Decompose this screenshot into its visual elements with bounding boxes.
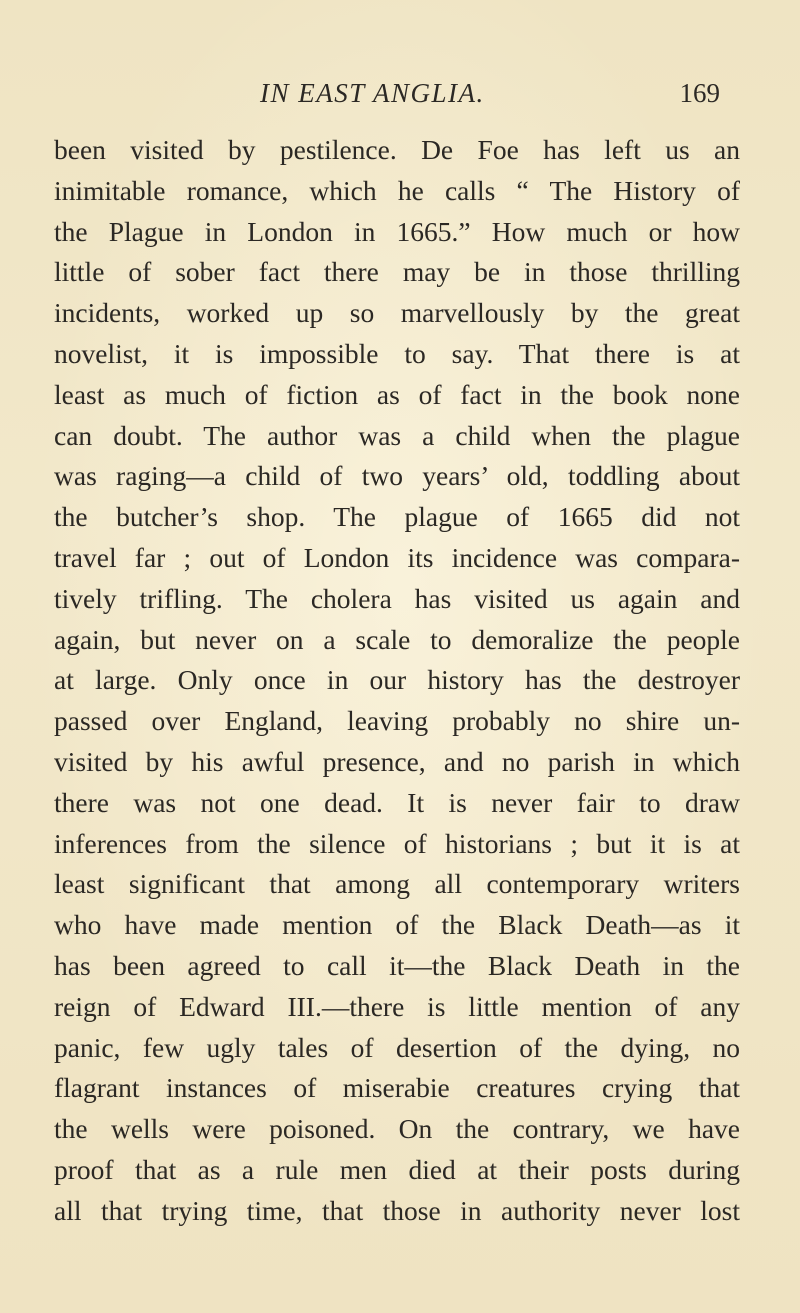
text-line: little of sober fact there may be in those thrilling [54,256,740,288]
text-line: tively trifling. The cholera has visited us again and [54,582,740,614]
running-head [150,78,720,118]
text-line: has been agreed to call it—the Black Death in the [54,949,740,981]
text-line: all that trying time, that those in authority never lost [54,1194,740,1226]
text-line: panic, few ugly tales of desertion of the dying, no [54,1031,740,1063]
text-line: reign of Edward III.—there is little mention of any [54,990,740,1022]
text-line: was raging—a child of two years’ old, toddling about [54,460,740,492]
running-title: IN EAST ANGLIA. [260,78,485,108]
page-number: 169 [679,78,720,108]
text-line: flagrant instances of miserabie creatures crying that [54,1072,740,1104]
text-line: incidents, worked up so marvellously by the great [54,297,740,329]
text-line: travel far ; out of London its incidence was compara- [54,541,740,573]
text-line: the butcher’s shop. The plague of 1665 did not [54,501,740,533]
text-line: inimitable romance, which he calls “ The History of [54,174,740,206]
text-line: inferences from the silence of historians ; but it is at [54,827,740,859]
text-line: can doubt. The author was a child when the plague [54,419,740,451]
text-line: been visited by pestilence. De Foe has left us an [54,134,740,165]
text-line: least significant that among all contemporary writers [54,868,740,900]
text-line: there was not one dead. It is never fair to draw [54,786,740,818]
text-line: visited by his awful presence, and no parish in which [54,745,740,777]
text-line: the Plague in London in 1665.” How much or how [54,215,740,247]
text-line: who have made mention of the Black Death—as it [54,909,740,941]
text-line: proof that as a rule men died at their posts during [54,1153,740,1185]
text-line: novelist, it is impossible to say. That there is at [54,337,740,369]
text-line: again, but never on a scale to demoralize the people [54,623,740,655]
text-line: at large. Only once in our history has the destroyer [54,664,740,696]
body-text [54,130,740,1232]
text-line: the wells were poisoned. On the contrary, we have [54,1113,740,1145]
text-line: passed over England, leaving probably no shire un- [54,705,740,737]
text-line: least as much of fiction as of fact in the book none [54,378,740,410]
